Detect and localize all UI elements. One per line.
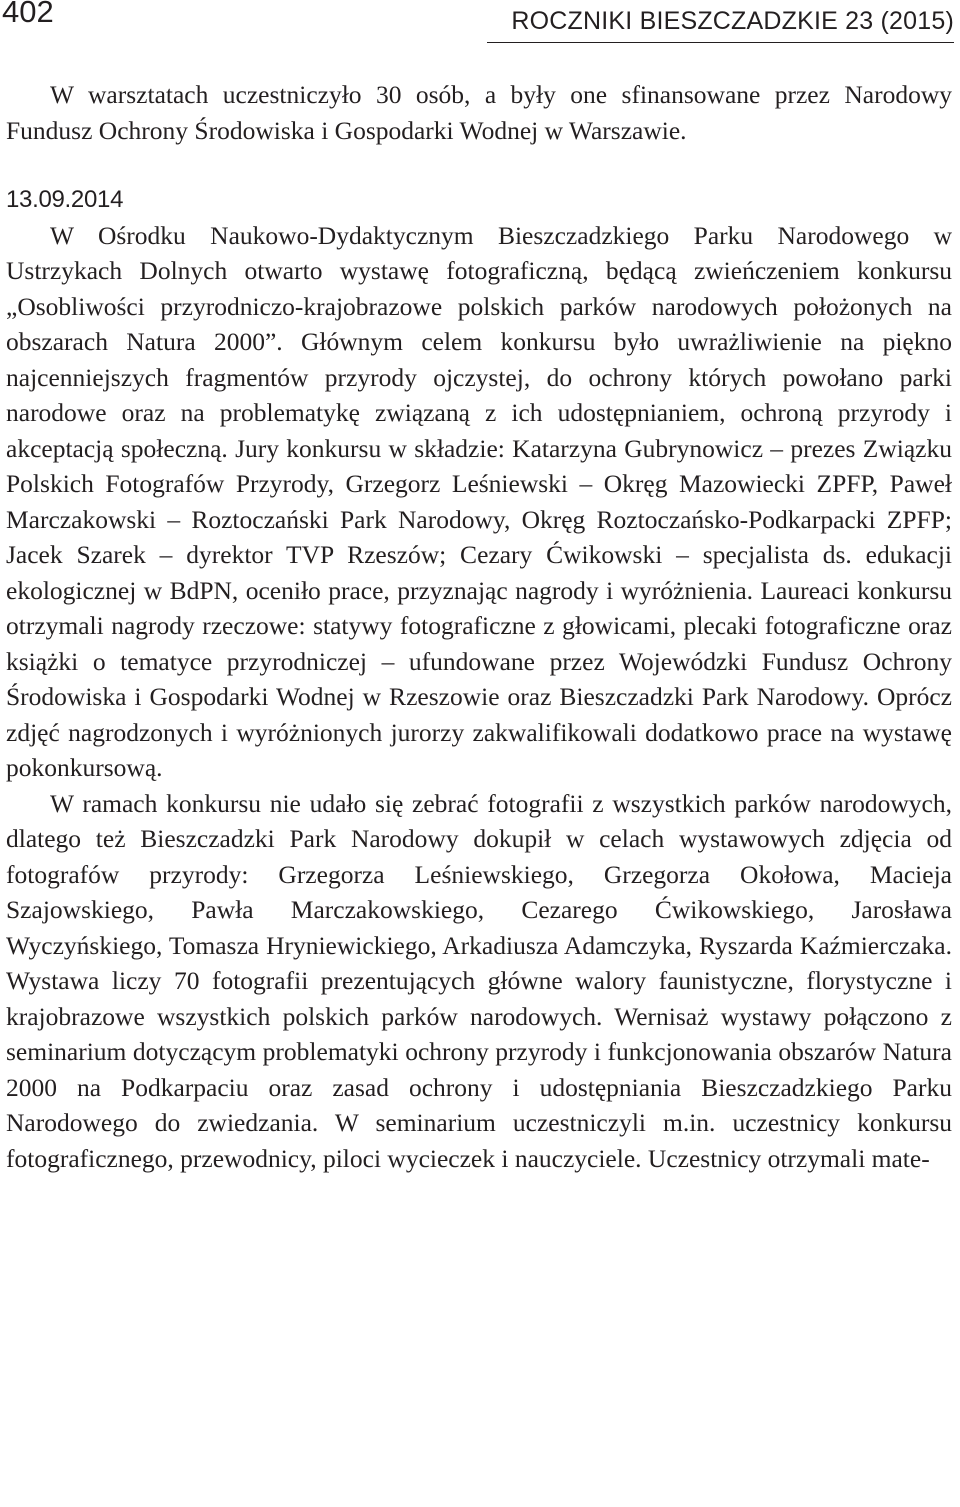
header-rule bbox=[487, 42, 954, 43]
running-title: ROCZNIKI BIESZCZADZKIE 23 (2015) bbox=[511, 7, 954, 35]
paragraph: W ramach konkursu nie udało się zebrać fotografii z wszystkich parków narodowych, dlatego też Bieszczadzki Park Narodowy dokupił w celach wystawowych zdjęcia od fotografów przyrody: Grzegorza Leśniewskiego, Grzegorza Okołowa, Macieja Szajowskiego, Pawła Marczakowskiego, Cezarego Ćwikowskiego, Jarosława Wyczyńskiego, Tomasza Hryniewickiego, Arkadiusza Adamczyka, Ryszarda Kaźmierczaka. Wystawa liczy 70 fotografii prezentujących główne walory faunistyczne, florystyczne i krajobrazowe wszystkich polskich parków narodowych. Wernisaż wystawy połączono z seminarium dotyczącym problematyki ochrony przyrody i funkcjonowania obszarów Natura 2000 na Podkarpaciu oraz zasad ochrony i udostępniania Bieszczadzkiego Parku Narodowego do zwiedzania. W seminarium uczestniczyli m.in. uczestnicy konkursu fotograficznego, przewodnicy, piloci wycieczek i nauczyciele. Uczestnicy otrzymali mate- bbox=[6, 788, 952, 1173]
paragraph: W Ośrodku Naukowo-Dydaktycznym Bieszczadzkiego Parku Narodowego w Ustrzykach Dolnych otwarto wystawę fotograficzną, będącą zwieńczeniem konkursu „Osobliwości przyrodniczo-krajobrazowe polskich parków narodowych położonych na obszarach Natura 2000”. Głównym celem konkursu było uwrażliwienie na piękno najcenniejszych fragmentów przyrody ojczystej, do ochrony których powołano parki narodowe oraz na problematykę związaną z ich udostępnianiem, ochroną przyrody i akceptacją społeczną. Jury konkursu w składzie: Katarzyna Gubrynowicz – prezes Związku Polskich Fotografów Przyrody, Grzegorz Leśniewski – Okręg Mazowiecki ZPFP, Paweł Marczakowski – Roztoczański Park Narodowy, Okręg Roztoczańsko-Podkarpacki ZPFP; Jacek Szarek – dyrektor TVP Rzeszów; Cezary Ćwikowski – specjalista ds. edukacji ekologicznej w BdPN, oceniło prace, przyznając nagrody i wyróżnienia. Laureaci konkursu otrzymali nagrody rzeczowe: statywy fotograficzne z głowicami, plecaki fotograficzne oraz książki o tematyce przyrodniczej – ufundowane przez Wojewódzki Fundusz Ochrony Środowiska i Gospodarki Wodnej w Rzeszowie oraz Bieszczadzki Park Narodowy. Oprócz zdjęć nagrodzonych i wyróżnionych jurorzy zakwalifikowali dodatkowo prace na wystawę pokonkursową. bbox=[6, 220, 952, 782]
entry-date: 13.09.2014 bbox=[6, 186, 124, 213]
page-number: 402 bbox=[2, 0, 54, 29]
article-body bbox=[6, 77, 952, 1176]
paragraph: W warsztatach uczestniczyło 30 osób, a były one sfinansowane przez Narodowy Fundusz Ochrony Środowiska i Gospodarki Wodnej w Warszawie. bbox=[6, 80, 952, 145]
